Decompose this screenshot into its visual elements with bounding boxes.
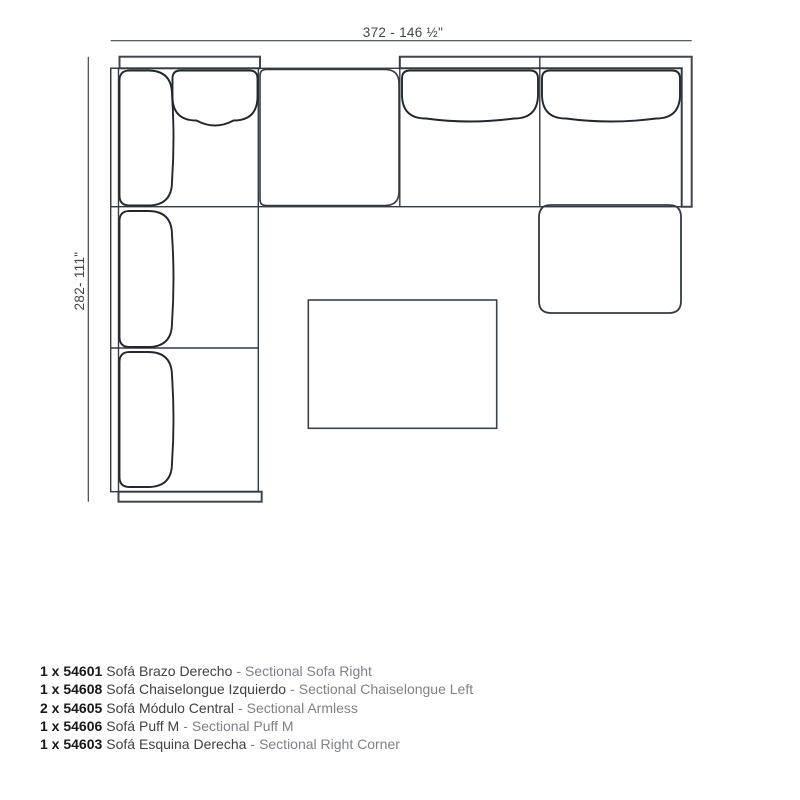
parts-list (40, 662, 473, 753)
left-armless-back-cushion (120, 211, 174, 347)
part-name-en: Sectional Sofa Right (245, 663, 372, 679)
part-name-en: Sectional Right Corner (259, 736, 400, 753)
part-name-es: Sofá Chaiselongue Izquierdo (106, 681, 287, 698)
top-dimension-label: 372 - 146 ½" (362, 25, 444, 40)
part-separator: - (250, 736, 256, 753)
corner-back-cushion-horizontal (173, 71, 258, 126)
part-qty-code: 1 x 54601 (40, 663, 103, 679)
backrest-rail-corner (120, 57, 261, 69)
part-name-es: Sofá Esquina Derecha (106, 736, 247, 753)
part-name-es: Sofá Brazo Derecho (106, 663, 233, 679)
part-separator: - (237, 699, 243, 716)
parts-list-item (40, 699, 473, 717)
part-name-en: Sectional Puff M (191, 717, 294, 734)
part-name-en: Sectional Armless (246, 699, 358, 716)
part-separator: - (183, 717, 188, 734)
part-qty-code: 1 x 54608 (40, 681, 103, 698)
part-name-es: Sofá Módulo Central (106, 699, 234, 716)
top-row-outline (111, 68, 682, 206)
coffee-table (308, 300, 496, 428)
parts-list-item (40, 735, 473, 753)
part-qty-code: 2 x 54605 (40, 699, 103, 716)
left-column-outline (111, 68, 259, 491)
bottom-arm-rail (119, 492, 262, 502)
part-separator: - (236, 663, 242, 679)
top-dimension (111, 25, 692, 41)
part-qty-code: 1 x 54606 (40, 717, 103, 734)
chaiselongue-seat-extension (539, 205, 681, 313)
left-dimension (72, 57, 88, 502)
parts-list-item (40, 662, 473, 680)
left-dimension-label: 282- 111" (72, 251, 87, 311)
sofa-right-back-cushion (120, 352, 174, 487)
part-name-en: Sectional Chaiselongue Left (298, 681, 474, 698)
part-qty-code: 1 x 54603 (40, 736, 103, 753)
top-armless-back-cushion (402, 71, 538, 122)
chaiselongue-back-cushion (542, 71, 680, 122)
part-separator: - (290, 681, 295, 698)
corner-back-cushion-vertical (120, 71, 174, 206)
puff-module-seat (260, 70, 399, 206)
backrest-rail-right-and-arm (400, 57, 692, 207)
parts-list-item (40, 717, 473, 735)
part-name-es: Sofá Puff M (106, 717, 180, 734)
parts-list-item (40, 680, 473, 698)
